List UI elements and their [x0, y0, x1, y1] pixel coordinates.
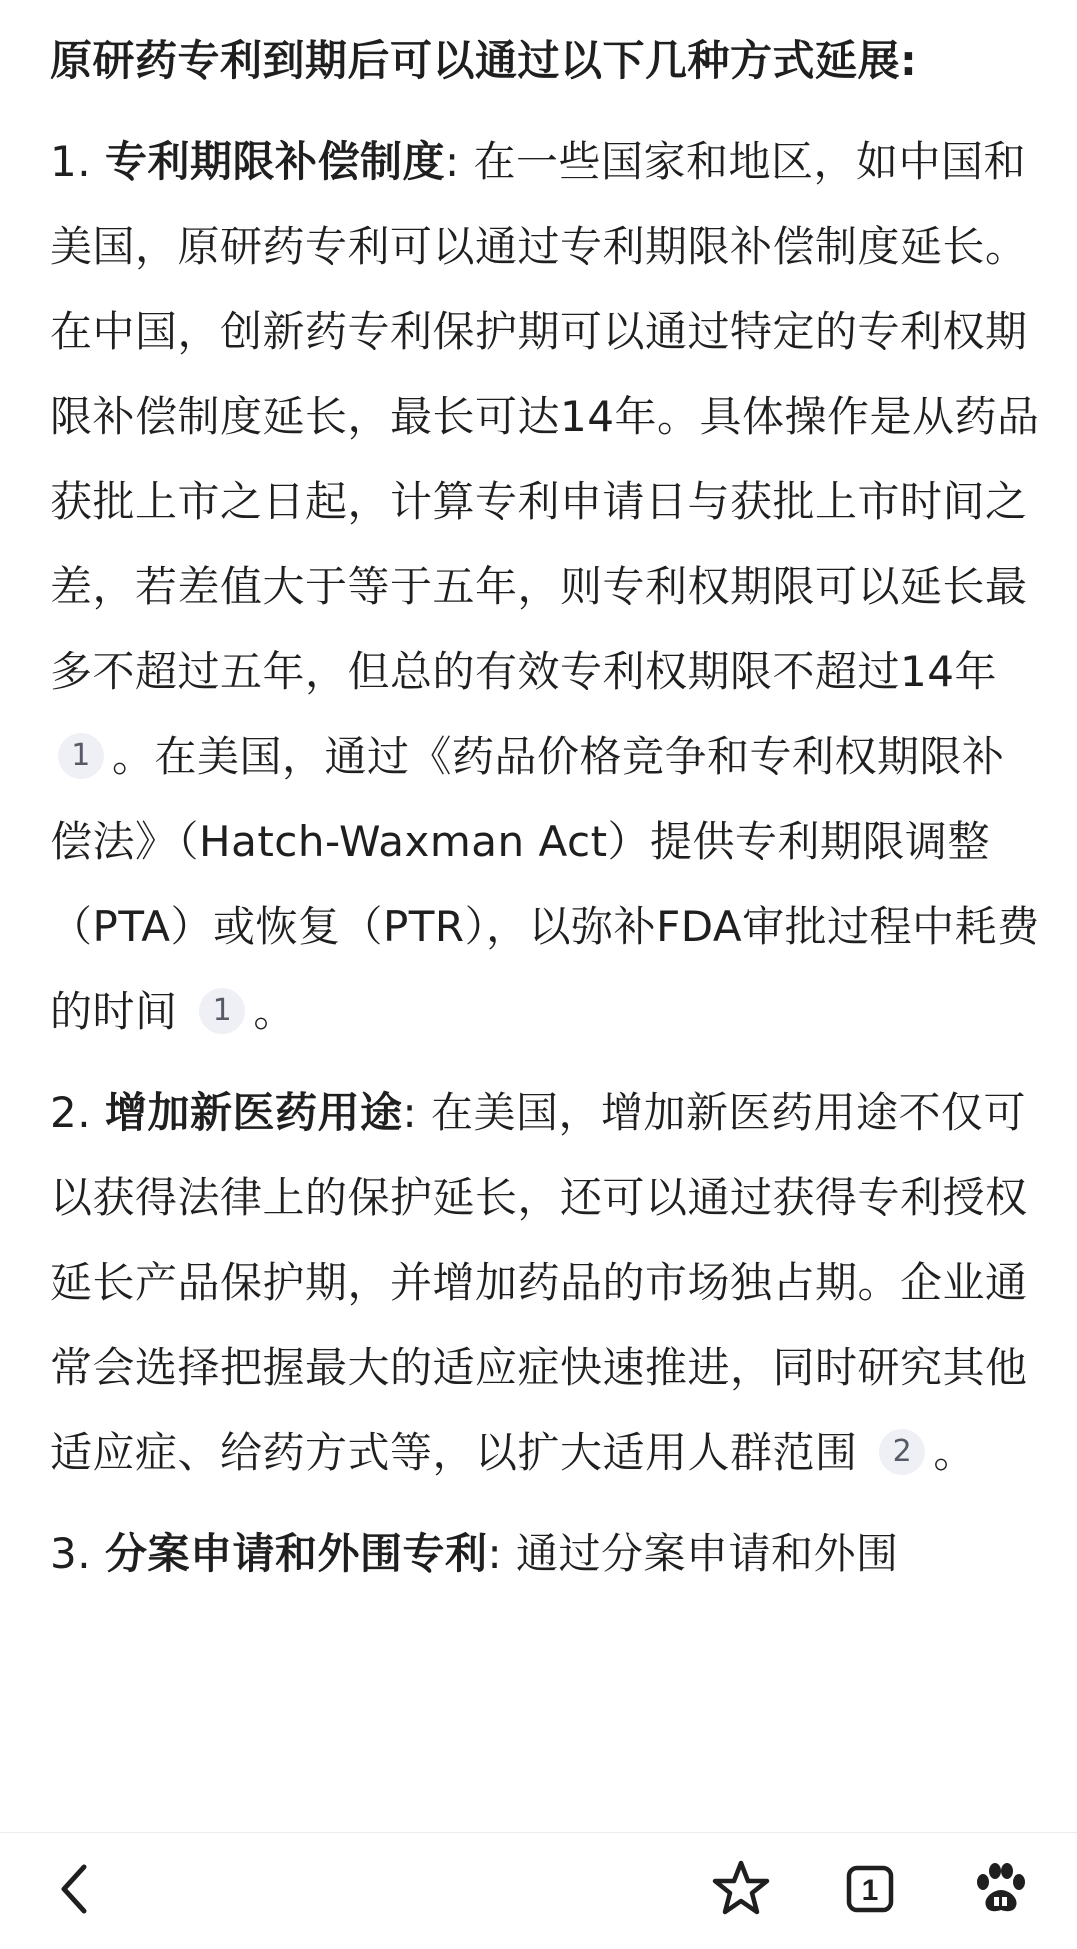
- item-3-paragraph: [50, 1511, 1040, 1596]
- paw-icon: [969, 1858, 1031, 1920]
- citation-badge[interactable]: 1: [199, 988, 245, 1034]
- star-icon: [709, 1857, 773, 1921]
- intro-paragraph: 原研药专利到期后可以通过以下几种方式延展:: [50, 36, 918, 85]
- back-icon: [46, 1859, 106, 1919]
- item-1-paragraph: [50, 119, 1040, 1054]
- item-3-number: 3.: [50, 1529, 92, 1578]
- item-1-text-a: : 在一些国家和地区，如中国和美国，原研药专利可以通过专利期限补偿制度延长。在中国，创新药专利保护期可以通过特定的专利权期限补偿制度延长，最长可达14年。具体操作是从药品获批上市之日起，计算专利申请日与获批上市时间之差，若差值大于等于五年，则专利权期限可以延长最多不超过五年，但总的有效专利权期限不超过14年: [50, 137, 1040, 696]
- item-1-number: 1.: [50, 137, 92, 186]
- item-3-title: 分案申请和外围专利: [104, 1529, 488, 1578]
- baidu-button[interactable]: [964, 1853, 1036, 1925]
- tabs-icon: [840, 1859, 900, 1919]
- item-1-text-b: 。在美国，通过《药品价格竞争和专利权期限补偿法》（Hatch-Waxman Act）提供专利期限调整（PTA）或恢复（PTR），以弥补FDA审批过程中耗费的时间: [50, 732, 1040, 1036]
- tabs-button[interactable]: [834, 1853, 906, 1925]
- bottom-toolbar: [0, 1832, 1077, 1949]
- item-1-title: 专利期限补偿制度: [104, 137, 445, 186]
- item-2-title: 增加新医药用途: [104, 1088, 403, 1137]
- item-1-text-c: 。: [253, 987, 296, 1036]
- item-2-paragraph: [50, 1070, 1040, 1495]
- back-button[interactable]: [40, 1853, 112, 1925]
- article-body: [50, 18, 1040, 1612]
- item-3-text-a: : 通过分案申请和外围: [487, 1529, 899, 1578]
- citation-badge[interactable]: 1: [58, 733, 104, 779]
- citation-badge[interactable]: 2: [879, 1429, 925, 1475]
- favorite-button[interactable]: [705, 1853, 777, 1925]
- item-2-text-b: 。: [933, 1428, 976, 1477]
- item-2-text-a: : 在美国，增加新医药用途不仅可以获得法律上的保护延长，还可以通过获得专利授权延长产品保护期，并增加药品的市场独占期。企业通常会选择把握最大的适应症快速推进，同时研究其他适应症、给药方式等，以扩大适用人群范围: [50, 1088, 1028, 1477]
- item-2-number: 2.: [50, 1088, 92, 1137]
- tab-count: 1: [861, 1874, 879, 1907]
